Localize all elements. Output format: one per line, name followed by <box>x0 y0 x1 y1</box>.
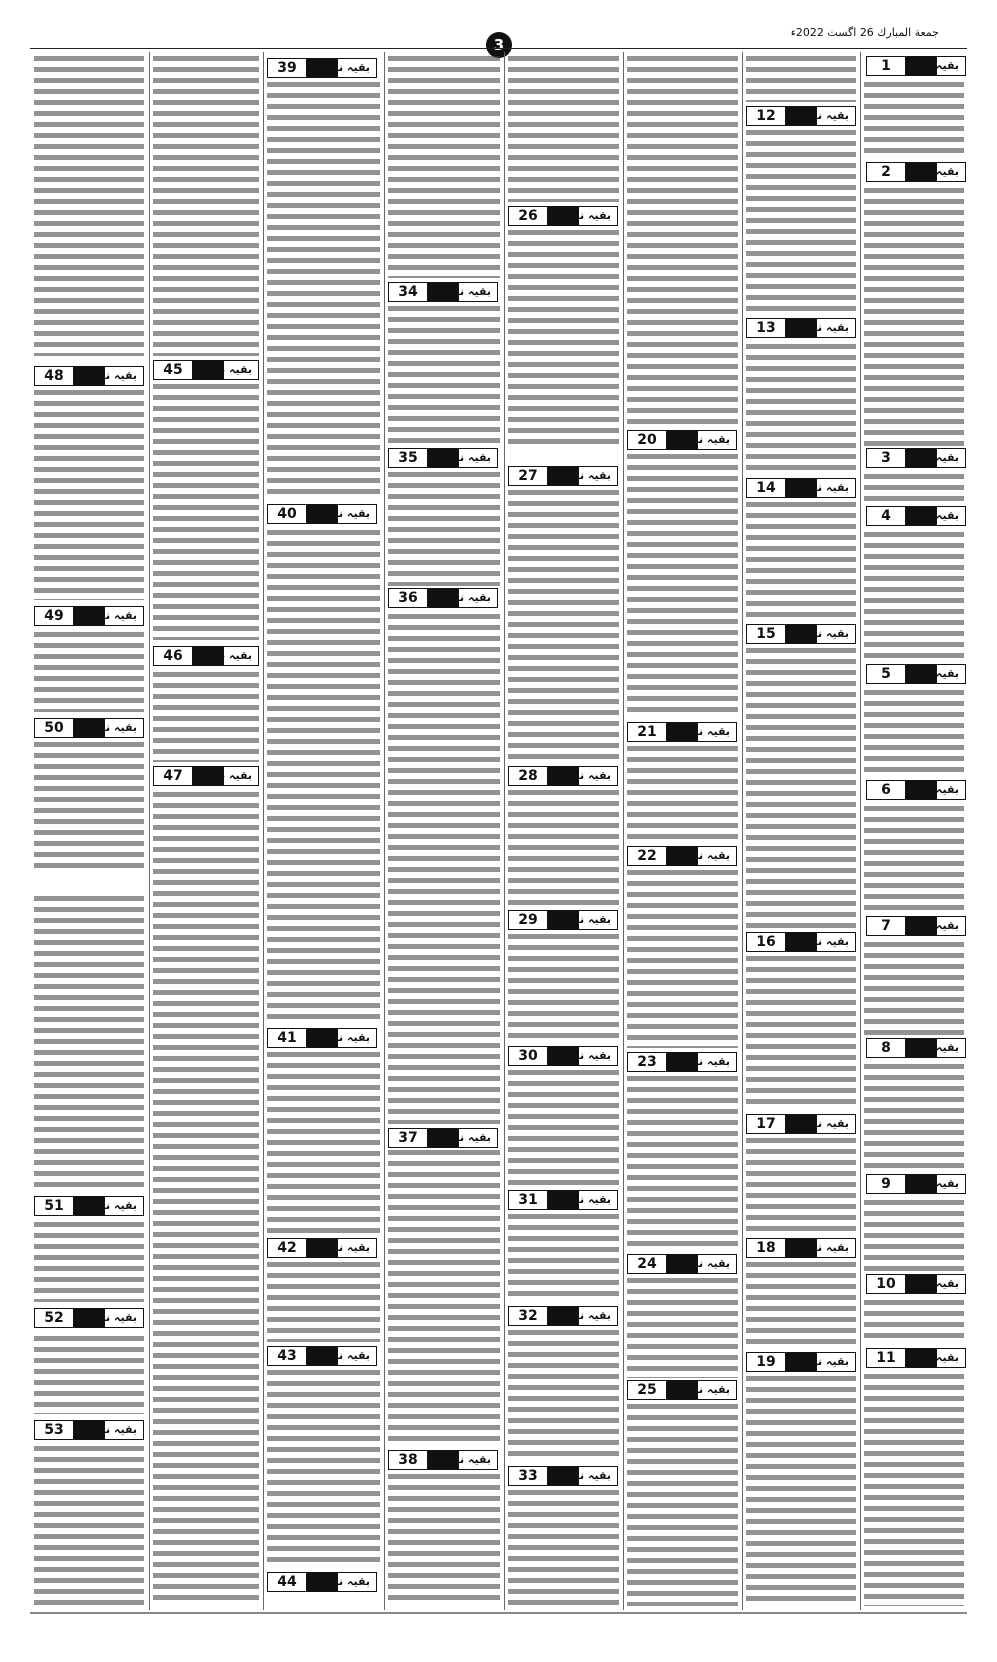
section-header: 4 بقیہ نمبر <box>866 506 966 526</box>
section-header: 42 بقیہ نمبر <box>267 1238 377 1258</box>
section-header: 28 بقیہ نمبر <box>508 766 618 786</box>
section-header: 51 بقیہ نمبر <box>34 1196 144 1216</box>
article-text <box>864 942 964 1036</box>
article-text <box>153 792 259 1606</box>
column-divider <box>504 52 505 1610</box>
section-header: 26 بقیہ نمبر <box>508 206 618 226</box>
section-header: 38 بقیہ نمبر <box>388 1450 498 1470</box>
section-header: 27 بقیہ نمبر <box>508 466 618 486</box>
article-text <box>267 1370 380 1568</box>
article-text <box>34 56 144 356</box>
article-text <box>864 82 964 158</box>
section-header: 11 بقیہ نمبر <box>866 1348 966 1368</box>
section-header: 32 بقیہ نمبر <box>508 1306 618 1326</box>
article-text <box>267 82 380 498</box>
section-header: 16 بقیہ نمبر <box>746 932 856 952</box>
article-text <box>746 344 856 474</box>
section-header: 25 بقیہ نمبر <box>627 1380 737 1400</box>
section-header: 48 بقیہ نمبر <box>34 366 144 386</box>
article-text <box>267 530 380 1024</box>
article-text <box>864 1064 964 1170</box>
article-text <box>267 1052 380 1234</box>
article-text <box>388 56 500 278</box>
article-text <box>864 532 964 662</box>
section-header: 8 بقیہ نمبر <box>866 1038 966 1058</box>
article-text <box>746 130 856 314</box>
section-header: 34 بقیہ نمبر <box>388 282 498 302</box>
article-text <box>34 896 144 1188</box>
article-text <box>508 56 619 202</box>
article-text <box>153 672 259 762</box>
section-header: 29 بقیہ نمبر <box>508 910 618 930</box>
section-header: 45 بقیہ نمبر <box>153 360 259 380</box>
article-text <box>627 746 738 842</box>
section-header: 15 بقیہ نمبر <box>746 624 856 644</box>
article-text <box>34 1336 144 1414</box>
article-text <box>508 934 619 1042</box>
section-header: 3 بقیہ نمبر <box>866 448 966 468</box>
article-text <box>627 454 738 718</box>
section-header: 50 بقیہ نمبر <box>34 718 144 738</box>
section-header: 39 بقیہ نمبر <box>267 58 377 78</box>
article-text <box>746 956 856 1110</box>
article-text <box>388 1474 500 1606</box>
article-text <box>864 474 964 504</box>
section-header: 33 بقیہ نمبر <box>508 1466 618 1486</box>
article-text <box>746 1262 856 1348</box>
article-text <box>508 1490 619 1606</box>
issue-date: جمعة المبارك 26 اگست 2022ء <box>790 26 939 39</box>
article-text <box>627 1404 738 1606</box>
section-header: 10 بقیہ نمبر <box>866 1274 966 1294</box>
article-text <box>746 502 856 620</box>
article-text <box>627 1278 738 1378</box>
article-text <box>627 1076 738 1250</box>
section-header: 36 بقیہ نمبر <box>388 588 498 608</box>
section-header: 13 بقیہ نمبر <box>746 318 856 338</box>
section-header: 17 بقیہ نمبر <box>746 1114 856 1134</box>
section-header: 40 بقیہ نمبر <box>267 504 377 524</box>
section-header: 43 بقیہ نمبر <box>267 1346 377 1366</box>
section-header: 37 بقیہ نمبر <box>388 1128 498 1148</box>
article-text <box>388 614 500 1124</box>
section-header: 6 بقیہ نمبر <box>866 780 966 800</box>
section-header: 23 بقیہ نمبر <box>627 1052 737 1072</box>
section-header: 30 بقیہ نمبر <box>508 1046 618 1066</box>
article-text <box>267 1262 380 1342</box>
article-text <box>34 742 144 868</box>
section-header: 14 بقیہ نمبر <box>746 478 856 498</box>
section-header: 19 بقیہ نمبر <box>746 1352 856 1372</box>
article-text <box>508 790 619 908</box>
section-header: 24 بقیہ نمبر <box>627 1254 737 1274</box>
article-text <box>864 1374 964 1606</box>
section-header: 31 بقیہ نمبر <box>508 1190 618 1210</box>
section-header: 44 بقیہ نمبر <box>267 1572 377 1592</box>
article-text <box>746 1138 856 1234</box>
bottom-rule <box>30 1612 967 1614</box>
article-text <box>388 472 500 586</box>
section-header: 20 بقیہ نمبر <box>627 430 737 450</box>
section-header: 9 بقیہ نمبر <box>866 1174 966 1194</box>
section-header: 5 بقیہ نمبر <box>866 664 966 684</box>
column-divider <box>623 52 624 1610</box>
article-text <box>864 188 964 446</box>
article-text <box>508 1330 619 1460</box>
column-divider <box>263 52 264 1610</box>
section-header: 49 بقیہ نمبر <box>34 606 144 626</box>
column-divider <box>149 52 150 1610</box>
section-header: 46 بقیہ نمبر <box>153 646 259 666</box>
section-header: 35 بقیہ نمبر <box>388 448 498 468</box>
article-text <box>153 384 259 640</box>
article-text <box>864 1300 964 1344</box>
section-header: 22 بقیہ نمبر <box>627 846 737 866</box>
article-text <box>746 56 856 102</box>
section-header: 52 بقیہ نمبر <box>34 1308 144 1328</box>
section-header: 21 بقیہ نمبر <box>627 722 737 742</box>
article-text <box>508 490 619 764</box>
section-header: 7 بقیہ نمبر <box>866 916 966 936</box>
article-text <box>508 1214 619 1302</box>
article-text <box>34 1222 144 1302</box>
article-text <box>34 1446 144 1606</box>
section-header: 12 بقیہ نمبر <box>746 106 856 126</box>
article-text <box>508 230 619 444</box>
top-rule <box>30 48 967 49</box>
article-text <box>864 1200 964 1272</box>
article-text <box>864 806 964 914</box>
article-text <box>388 306 500 444</box>
article-text <box>388 1150 500 1446</box>
section-header: 2 بقیہ نمبر <box>866 162 966 182</box>
section-header: 53 بقیہ نمبر <box>34 1420 144 1440</box>
section-header: 18 بقیہ نمبر <box>746 1238 856 1258</box>
column-divider <box>860 52 861 1610</box>
section-header: 47 بقیہ نمبر <box>153 766 259 786</box>
column-divider <box>742 52 743 1610</box>
article-text <box>34 390 144 600</box>
article-text <box>746 648 856 928</box>
article-text <box>627 870 738 1048</box>
column-divider <box>384 52 385 1610</box>
article-text <box>34 632 144 712</box>
article-text <box>627 56 738 426</box>
section-header: 1 بقیہ نمبر <box>866 56 966 76</box>
article-text <box>153 56 259 356</box>
page-number: 3 <box>486 32 512 58</box>
article-text <box>746 1376 856 1606</box>
section-header: 41 بقیہ نمبر <box>267 1028 377 1048</box>
article-text <box>864 690 964 778</box>
article-text <box>508 1070 619 1188</box>
